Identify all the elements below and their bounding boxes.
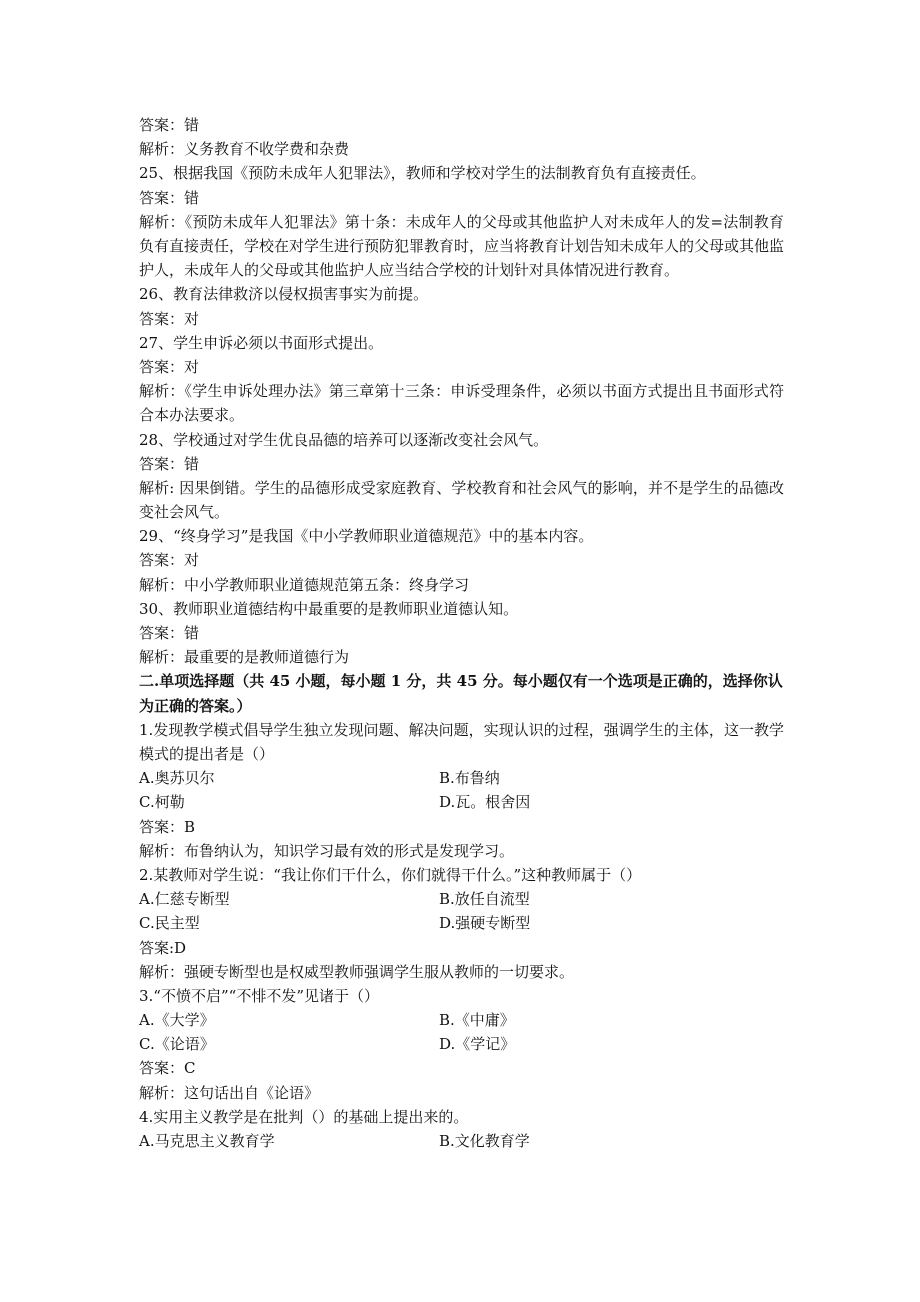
- answer-line: 答案:D: [139, 938, 187, 957]
- option-b: B.放任自流型: [439, 890, 530, 909]
- option-a: A.奥苏贝尔: [139, 769, 215, 788]
- section-heading: 二.单项选择题（共 45 小题，每小题 1 分，共 45 分。每小题仅有一个选项是正确的，选择你认为正确的答案。）: [139, 672, 783, 715]
- question-30: 30、教师职业道德结构中最重要的是教师职业道德认知。: [139, 599, 519, 618]
- option-row: [139, 887, 784, 911]
- explanation-paragraph: 解析：《预防未成年人犯罪法》第十条：未成年人的父母或其他监护人对未成年人的发=法制教育负有直接责任，学校在对学生进行预防犯罪教育时，应当将教育计划告知未成年人的父母或其他监护人，未成年人的父母或其他监护人应当结合学校的计划针对具体情况进行教育。: [139, 212, 785, 280]
- option-d: D.瓦。根舍因: [439, 793, 531, 812]
- explanation-line: 解析：这句话出自《论语》: [139, 1083, 320, 1102]
- option-a: A.仁慈专断型: [139, 890, 230, 909]
- answer-line: 答案：错: [139, 624, 200, 643]
- question-1: 1.发现教学模式倡导学生独立发现问题、解决问题，实现认识的过程，强调学生的主体，这一教学模式的提出者是（）: [139, 720, 784, 764]
- option-a: A.《大学》: [139, 1011, 215, 1030]
- answer-line: 答案：B: [139, 817, 196, 836]
- option-c: C.柯勒: [139, 793, 185, 812]
- option-row: [139, 766, 784, 790]
- option-a: A.马克思主义教育学: [139, 1132, 275, 1151]
- answer-line: 答案：对: [139, 309, 200, 328]
- explanation-paragraph: 解析：《学生申诉处理办法》第三章第十三条：申诉受理条件，必须以书面方式提出且书面形式符合本办法要求。: [139, 382, 784, 425]
- answer-line: 答案：对: [139, 551, 200, 570]
- explanation-line: 解析：义务教育不收学费和杂费: [139, 140, 350, 159]
- option-c: C.民主型: [139, 914, 200, 933]
- question-25: 25、根据我国《预防未成年人犯罪法》，教师和学校对学生的法制教育负有直接责任。: [139, 164, 706, 183]
- explanation-line: 解析：强硬专断型也是权威型教师强调学生服从教师的一切要求。: [139, 962, 575, 981]
- option-row: [139, 1032, 784, 1056]
- answer-line: 答案：C: [139, 1059, 196, 1078]
- question-3: 3.“不愤不启”“不悱不发”见诸于（）: [139, 986, 379, 1005]
- question-28: 28、学校通过对学生优良品德的培养可以逐渐改变社会风气。: [139, 430, 549, 449]
- question-26: 26、教育法律救济以侵权损害事实为前提。: [139, 285, 429, 304]
- option-d: D.强硬专断型: [439, 914, 531, 933]
- explanation-line: 解析：最重要的是教师道德行为: [139, 648, 350, 667]
- question-27: 27、学生申诉必须以书面形式提出。: [139, 333, 384, 352]
- answer-line: 答案：错: [139, 116, 200, 134]
- question-2: 2.某教师对学生说：“我让你们干什么，你们就得干什么。”这种教师属于（）: [139, 865, 642, 884]
- answer-line: 答案：错: [139, 454, 200, 473]
- option-row: [139, 911, 784, 935]
- answer-line: 答案：错: [139, 188, 200, 207]
- answer-line: 答案：对: [139, 357, 200, 376]
- option-b: B.布鲁纳: [439, 769, 500, 788]
- option-row: [139, 1129, 784, 1153]
- question-29: 29、“终身学习”是我国《中小学教师职业道德规范》中的基本内容。: [139, 527, 594, 546]
- option-b: B.文化教育学: [439, 1132, 530, 1151]
- option-row: [139, 1008, 784, 1032]
- option-c: C.《论语》: [139, 1035, 215, 1054]
- document-page: [139, 113, 784, 1153]
- explanation-paragraph: 解析: 因果倒错。学生的品德形成受家庭教育、学校教育和社会风气的影响，并不是学生的品德改变社会风气。: [139, 478, 784, 522]
- option-d: D.《学记》: [439, 1035, 516, 1054]
- question-4: 4.实用主义教学是在批判（）的基础上提出来的。: [139, 1107, 469, 1126]
- option-row: [139, 790, 784, 814]
- explanation-line: 解析：中小学教师职业道德规范第五条：终身学习: [139, 575, 470, 594]
- option-b: B.《中庸》: [439, 1011, 515, 1030]
- explanation-line: 解析：布鲁纳认为，知识学习最有效的形式是发现学习。: [139, 841, 515, 860]
